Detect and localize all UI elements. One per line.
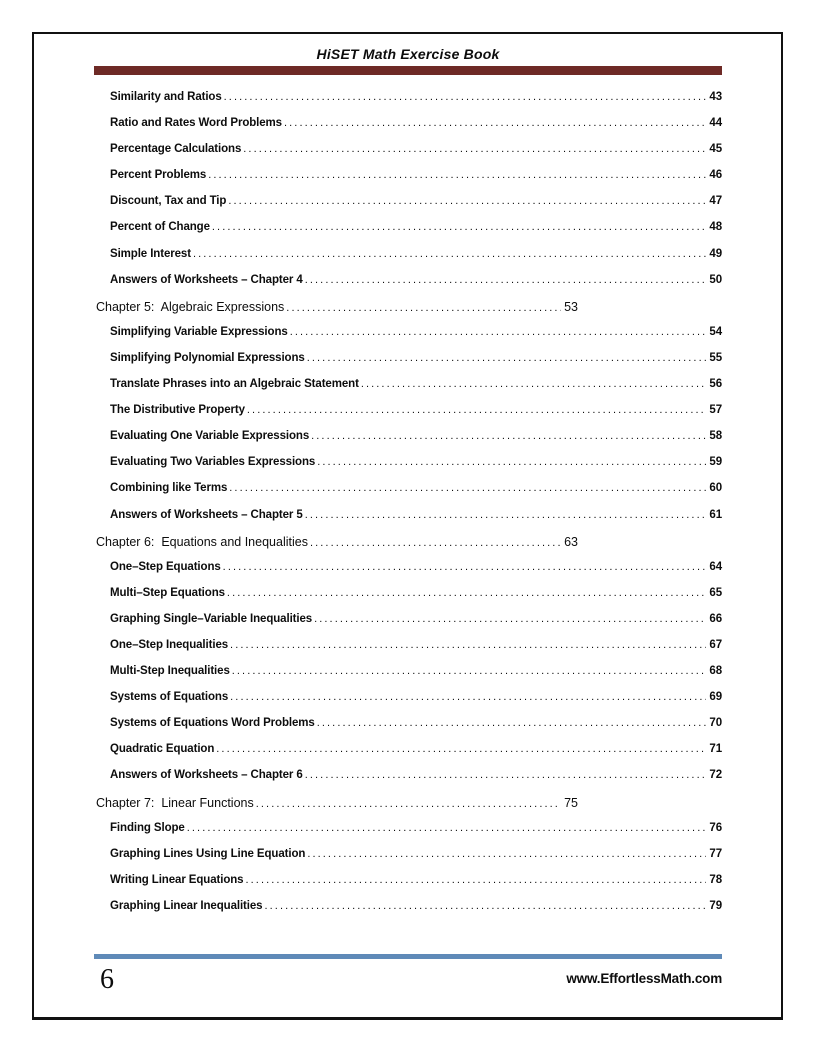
toc-entry-title: Combining like Terms xyxy=(110,482,228,495)
toc-page-ref: 47 xyxy=(709,195,722,208)
toc-entry-row xyxy=(96,404,722,430)
toc-page-ref: 68 xyxy=(709,665,722,678)
dot-leader xyxy=(307,352,707,364)
toc-page-ref: 64 xyxy=(709,560,722,573)
book-title: HiSET Math Exercise Book xyxy=(316,46,500,62)
toc-entry-row xyxy=(96,143,722,169)
dot-leader xyxy=(227,587,706,599)
toc-page-ref: 57 xyxy=(709,404,722,417)
toc-entry-title: Writing Linear Equations xyxy=(110,873,244,886)
dot-leader xyxy=(229,482,706,494)
dot-leader xyxy=(307,848,706,860)
toc-entry-title: The Distributive Property xyxy=(110,404,245,417)
dot-leader xyxy=(224,91,707,103)
toc-page-ref: 75 xyxy=(564,795,578,810)
toc-entry-title: Percent of Change xyxy=(110,221,210,234)
dot-leader xyxy=(187,822,707,834)
toc-chapter-row xyxy=(96,796,578,822)
toc-page-ref: 45 xyxy=(709,143,722,156)
toc-entry-title: Evaluating Two Variables Expressions xyxy=(110,456,316,469)
toc-entry-title: Systems of Equations xyxy=(110,691,229,704)
toc-page-ref: 53 xyxy=(564,299,578,314)
toc-entry-row xyxy=(96,639,722,665)
toc-page-ref: 77 xyxy=(709,847,722,860)
dot-leader xyxy=(305,274,707,286)
toc-entry-title: Percentage Calculations xyxy=(110,143,242,156)
toc-entry-row xyxy=(96,822,722,848)
toc-page-ref: 66 xyxy=(709,612,722,625)
toc-entry-row xyxy=(96,195,722,221)
toc-chapter-row xyxy=(96,300,578,326)
dot-leader xyxy=(314,613,706,625)
dot-leader xyxy=(230,639,706,651)
dot-leader xyxy=(243,143,706,155)
toc-entry-row xyxy=(96,900,722,926)
toc-page-ref: 79 xyxy=(709,899,722,912)
toc-entry-title: Multi-Step Inequalities xyxy=(110,665,230,678)
dot-leader xyxy=(361,378,707,390)
dot-leader xyxy=(232,665,707,677)
toc-entry-row xyxy=(96,717,722,743)
toc-page-ref: 50 xyxy=(709,273,722,286)
dot-leader xyxy=(193,248,706,260)
dot-leader xyxy=(284,117,706,129)
dot-leader xyxy=(230,691,706,703)
toc-page-ref: 60 xyxy=(709,482,722,495)
toc-entry-title: Graphing Linear Inequalities xyxy=(110,899,263,912)
toc-page-ref: 78 xyxy=(709,873,722,886)
toc-page-ref: 55 xyxy=(709,351,722,364)
toc-entry-title: Finding Slope xyxy=(110,821,185,834)
toc-entry-row xyxy=(96,117,722,143)
dot-leader xyxy=(286,300,561,314)
toc-entry-row xyxy=(96,91,722,117)
toc-page-ref: 76 xyxy=(709,821,722,834)
toc-entry-row xyxy=(96,743,722,769)
dot-leader xyxy=(311,430,706,442)
toc-entry-title: Graphing Single–Variable Inequalities xyxy=(110,612,313,625)
toc-entry-title: Graphing Lines Using Line Equation xyxy=(110,847,306,860)
page-number: 6 xyxy=(100,964,114,995)
dot-leader xyxy=(228,195,706,207)
toc-chapter-title: Chapter 5: Algebraic Expressions xyxy=(96,299,285,314)
toc-entry-row xyxy=(96,587,722,613)
toc-page-ref: 61 xyxy=(709,508,722,521)
toc-entry-row xyxy=(96,430,722,456)
toc-entry-title: Multi–Step Equations xyxy=(110,586,225,599)
toc-page-ref: 56 xyxy=(709,378,722,391)
toc-entry-row xyxy=(96,221,722,247)
toc-entry-row xyxy=(96,169,722,195)
toc-page-ref: 48 xyxy=(709,221,722,234)
toc-entry-title: Evaluating One Variable Expressions xyxy=(110,430,310,443)
toc-entry-title: Simplifying Polynomial Expressions xyxy=(110,351,305,364)
dot-leader xyxy=(264,900,706,912)
dot-leader xyxy=(305,769,707,781)
toc-page-ref: 59 xyxy=(709,456,722,469)
toc-page-ref: 67 xyxy=(709,638,722,651)
toc-entry-title: Discount, Tax and Tip xyxy=(110,195,227,208)
toc-entry-row xyxy=(96,769,722,795)
dot-leader xyxy=(245,874,706,886)
toc-page-ref: 69 xyxy=(709,691,722,704)
toc-entry-row xyxy=(96,352,722,378)
toc-page-ref: 46 xyxy=(709,169,722,182)
dot-leader xyxy=(290,326,707,338)
toc-entry-title: Quadratic Equation xyxy=(110,743,215,756)
dot-leader xyxy=(317,717,707,729)
toc-entry-row xyxy=(96,378,722,404)
toc-entry-row xyxy=(96,482,722,508)
toc-page-ref: 70 xyxy=(709,717,722,730)
toc-chapter-title: Chapter 7: Linear Functions xyxy=(96,795,254,810)
toc-entry-row xyxy=(96,848,722,874)
toc-page-ref: 49 xyxy=(709,247,722,260)
toc-entry-title: Systems of Equations Word Problems xyxy=(110,717,315,730)
toc-entry-row xyxy=(96,561,722,587)
header-rule-bar xyxy=(94,66,722,75)
website-url: www.EffortlessMath.com xyxy=(566,971,722,986)
toc-entry-title: Simplifying Variable Expressions xyxy=(110,325,288,338)
toc-chapter-title: Chapter 6: Equations and Inequalities xyxy=(96,534,308,549)
toc-entry-title: Answers of Worksheets – Chapter 4 xyxy=(110,273,303,286)
toc-page-ref: 72 xyxy=(709,769,722,782)
toc-entry-title: Answers of Worksheets – Chapter 6 xyxy=(110,769,303,782)
dot-leader xyxy=(247,404,707,416)
toc-entry-row xyxy=(96,248,722,274)
dot-leader xyxy=(216,743,706,755)
dot-leader xyxy=(305,509,707,521)
dot-leader xyxy=(223,561,707,573)
toc-page-ref: 65 xyxy=(709,586,722,599)
toc-entry-title: Percent Problems xyxy=(110,169,207,182)
dot-leader xyxy=(317,456,706,468)
toc-entry-row xyxy=(96,456,722,482)
toc-page-ref: 54 xyxy=(709,325,722,338)
toc-page-ref: 43 xyxy=(709,91,722,103)
toc-entry-title: Similarity and Ratios xyxy=(110,91,222,103)
dot-leader xyxy=(208,169,706,181)
footer-rule-bar xyxy=(94,954,722,959)
toc-entry-row xyxy=(96,665,722,691)
toc-entry-row xyxy=(96,691,722,717)
dot-leader xyxy=(256,796,561,810)
dot-leader xyxy=(212,221,707,233)
toc-entry-title: One–Step Equations xyxy=(110,560,221,573)
toc-entry-title: One–Step Inequalities xyxy=(110,638,229,651)
dot-leader xyxy=(310,535,561,549)
toc-entry-title: Ratio and Rates Word Problems xyxy=(110,117,282,130)
toc-entry-row xyxy=(96,613,722,639)
toc-entry-row xyxy=(96,509,722,535)
table-of-contents xyxy=(96,91,722,926)
toc-entry-title: Simple Interest xyxy=(110,247,191,260)
toc-entry-row xyxy=(96,326,722,352)
toc-entry-row xyxy=(96,874,722,900)
toc-entry-row xyxy=(96,274,722,300)
toc-page-ref: 63 xyxy=(564,534,578,549)
toc-entry-title: Answers of Worksheets – Chapter 5 xyxy=(110,508,303,521)
toc-page-ref: 71 xyxy=(709,743,722,756)
toc-page-ref: 44 xyxy=(709,117,722,130)
toc-page-ref: 58 xyxy=(709,430,722,443)
toc-chapter-row xyxy=(96,535,578,561)
toc-entry-title: Translate Phrases into an Algebraic Statement xyxy=(110,378,359,391)
